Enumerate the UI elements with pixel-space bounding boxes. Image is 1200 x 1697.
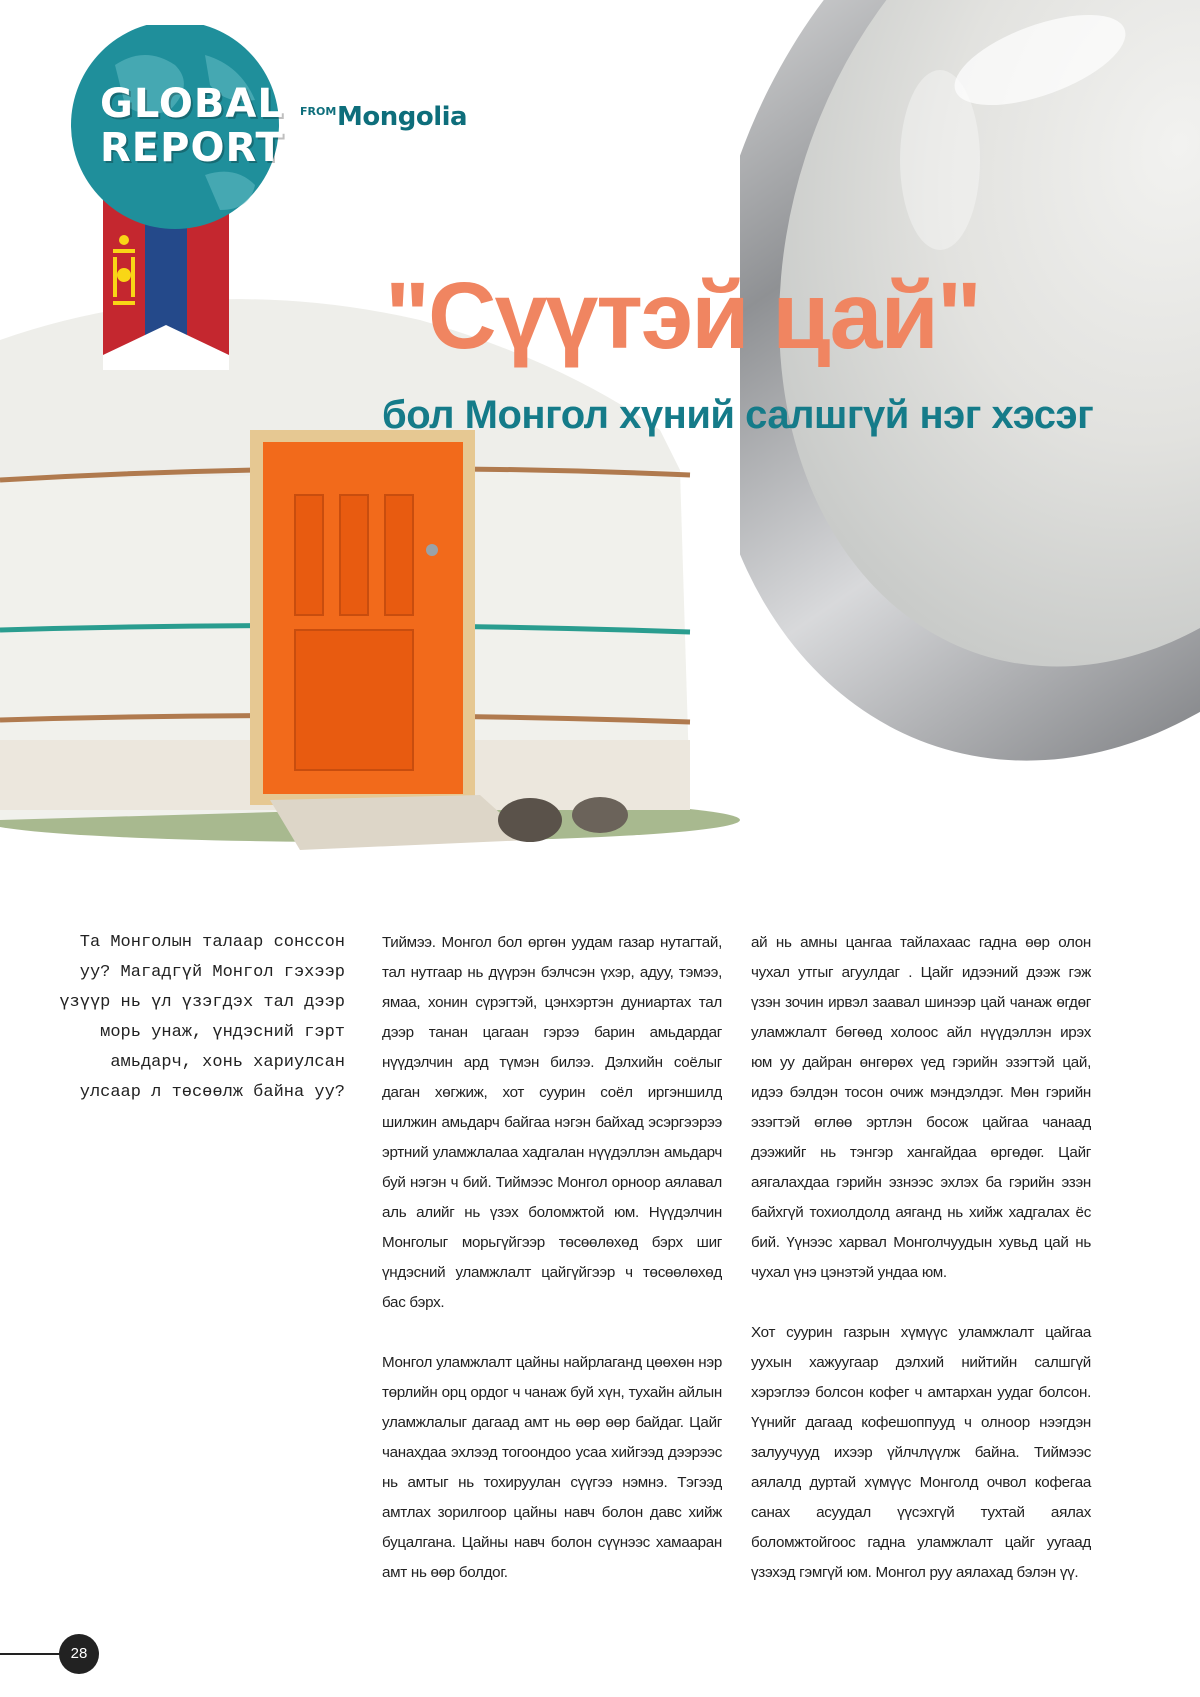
paragraph: Тиймээ. Монгол бол өргөн уудам газар нутагтай, тал нутгаар нь дүүрэн бэлчсэн үхэр, адуу, тэмээ, ямаа, хонин сүрэгтэй, цэнхэртэн дуниартах тал дээр танан цагаан гэрээ барин амьдардаг нүүдэлчин ард түмэн билээ. Дэлхийн соёлыг даган хөгжиж, хот суурин соёл иргэншилд шилжин амьдарч байгаа нэгэн байхад эсэргээрээ эртний уламжлалаа хадгалан нүүдэллэн амьдарч буй нэгэн ч бий. Тиймээс Монгол орноор аялавал аль алийг нь үзэх боломжтой юм. Нүүдэлчин Монголыг морьгүйгээр төсөөлөхөд бэрх шиг үндэсний уламжлалт цайгүйгээр ч төсөөлөхөд бас бэрх. <box>382 934 722 1311</box>
paragraph: ай нь амны цангаа тайлахаас гадна өөр олон чухал утгыг агуулдаг . Цайг идээний дээж гэж үзэн зочин ирвэл заавал шинээр цай чанаж өгдөг уламжлалт бөгөөд холоос айл нүүдэллэн ирэх юм уу дайран өнгөрөх үед гэрийн эзэгтэй цай, идээ бэлдэн тосон очиж мэндэлдэг. Мөн гэрийн эзэгтэй өглөө эртлэн босож цайгаа чанаад дээжийг нь тэнгэр хангайдаа өргөдөг. Цайг аягалахдаа гэрийн эзнээс эхлэх ба гэрийн эзэн байхгүй тохиолдолд аяганд нь хийж хадгалах ёс бий. Үүнээс харвал Монголчуудын хувьд цай нь чухал үнэ цэнэтэй ундаа юм. <box>751 934 1091 1281</box>
page-number-rule <box>0 1653 60 1655</box>
article-headline: "Сүүтэй цай" <box>385 263 980 369</box>
global-report-badge <box>55 25 295 370</box>
article-column-1 <box>382 928 722 1588</box>
country-label: Mongolia <box>337 102 468 132</box>
intro-paragraph: Та Монголын талаар сонссон уу? Магадгүй Монгол гэхээр үзүүр нь үл үзэгдэх тал дээр морь унаж, үндэсний гэрт амьдарч, хонь хариулсан улсаар л төсөөлж байна уу? <box>59 933 345 1102</box>
paragraph: Монгол уламжлалт цайны найрлаганд цөөхөн нэр төрлийн орц ордог ч чанаж буй хүн, тухайн айлын уламжлалыг дагаад амт нь өөр өөр байдаг. Цайг чанахдаа эхлээд тогоондоо усаа хийгээд дээрээс нь амтыг нь тохируулан сүүгээ нэмнэ. Тэгээд амтлах зорилгоор цайны навч болон давс хийж буцалгана. Цайны навч болон сүүнээс хамааран амт нь өөр болдог. <box>382 1354 722 1581</box>
article-column-2 <box>751 928 1091 1588</box>
from-label: FROM <box>300 105 337 118</box>
page-number: 28 <box>59 1634 99 1674</box>
article-subheadline: бол Монгол хүний салшгүй нэг хэсэг <box>382 393 1094 437</box>
badge-global-text: GLOBAL <box>100 81 284 127</box>
paragraph: Хот суурин газрын хүмүүс уламжлалт цайгаа уухын хажуугаар дэлхий нийтийн салшгүй хэрэглээ болсон кофег ч амтархан уудаг болсон. Үүнийг дагаад кофешоппууд ч олноор нээгдэн залуучууд ихээр үйлчлүүлж байна. Тиймээс аялалд дуртай хүмүүс Монголд очвол кофегаа санах асуудал үүсэхгүй тухтай аялах боломжтойгоос гадна уламжлалт цайг уугаад үзэхэд гэмгүй юм. Монгол руу аялахад бэлэн үү. <box>751 1324 1091 1581</box>
badge-report-text: REPORT <box>100 125 284 171</box>
